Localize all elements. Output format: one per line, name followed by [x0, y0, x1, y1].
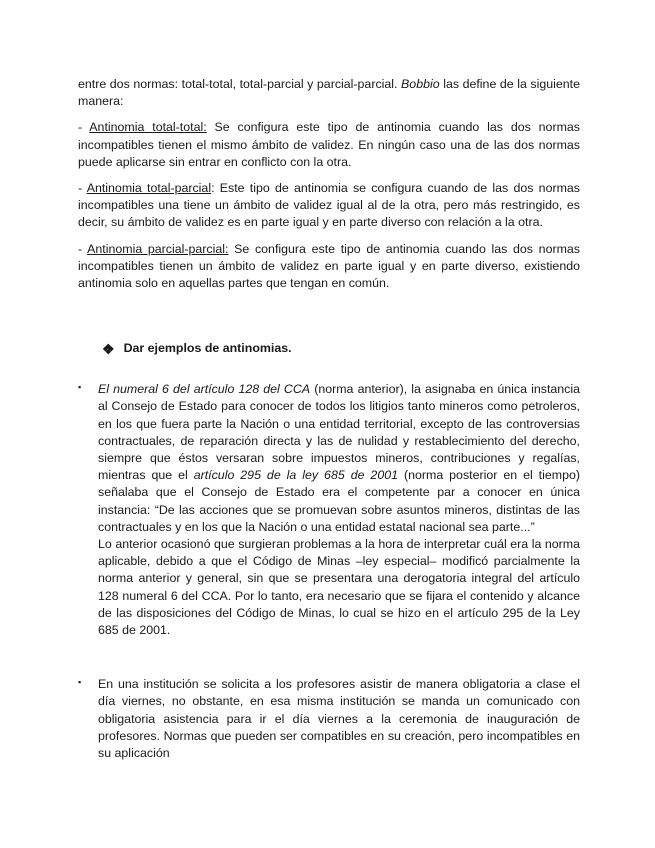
- legal-reference: El numeral 6 del artículo 128 del CCA: [98, 382, 311, 397]
- author-name: Bobbio: [401, 77, 440, 91]
- example-body: [98, 676, 580, 762]
- legal-reference: artículo 295 de la ley 685 de 2001: [193, 468, 398, 483]
- example-item: [78, 676, 580, 762]
- example-paragraph: El numeral 6 del artículo 128 del CCA (norma anterior), la asignaba en única instancia al Consejo de Estado para conocer de todos los litigios tanto mineros como petroleros, en los que fuera parte la Nación o una entidad territorial, excepto de las controversias contractuales, de reparación directa y las de nulidad y restablecimiento del derecho, siempre que éstos versaran sobre impuestos mineros, contribuciones y regalías, mientras que el artículo 295 de la ley 685 de 2001 (norma posterior en el tiempo) señalaba que el Consejo de Estado era el competente par a conocer en única instancia: “De las acciones que se promuevan sobre asuntos mineros, distintas de las contractuales y en los que la Nación o una entidad estatal nacional sea parte...”: [98, 382, 581, 534]
- document-page: [78, 76, 580, 762]
- example-paragraph: Lo anterior ocasionó que surgieran problemas a la hora de interpretar cuál era la norma aplicable, debido a que el Código de Minas –ley especial– modificó parcialmente la norma anterior y general, sin que se presentara una derogatoria integral del artículo 128 numeral 6 del CCA. Por lo tanto, era necesario que se fijara el contenido y alcance de las disposiciones del Código de Minas, lo cual se hizo en el artículo 295 de la Ley 685 de 2001.: [98, 537, 580, 638]
- example-body: [98, 381, 580, 639]
- definition-term: Antinomia parcial-parcial:: [87, 241, 229, 256]
- definition-term: Antinomia total-total:: [89, 120, 207, 135]
- example-paragraph: En una institución se solicita a los profesores asistir de manera obligatoria a clase el día viernes, no obstante, en esa misma institución se manda un comunicado con obligatoria asistencia para ir el día viernes a la ceremonia de inauguración de profesores. Normas que pueden ser compatibles en su creación, pero incompatibles en su aplicación: [98, 677, 580, 761]
- definition-total-parcial: - Antinomia total-parcial: Este tipo de antinomia se configura cuando de las dos normas incompatibles una tiene un ámbito de validez igual al de la otra, pero más restringido, es decir, su ámbito de validez es en parte igual y en parte diverso con relación a la otra.: [78, 181, 581, 230]
- definition-term: Antinomia total-parcial: [86, 181, 212, 196]
- section-heading: [102, 340, 580, 357]
- section-heading-text: Dar ejemplos de antinomias.: [123, 341, 292, 356]
- intro-paragraph: entre dos normas: total-total, total-parcial y parcial-parcial. Bobbio las define de la siguiente manera:: [78, 77, 581, 109]
- definition-parcial-parcial: - Antinomia parcial-parcial: Se configura este tipo de antinomia cuando las dos normas incompatibles tienen un ámbito de validez en parte igual y en parte diverso, existiendo antinomia solo en aquellas partes que tengan en común.: [78, 241, 580, 291]
- square-bullet-icon: ▪: [78, 382, 82, 393]
- square-bullet-icon: ▪: [78, 677, 82, 688]
- definition-total-total: - Antinomia total-total: Se configura este tipo de antinomia cuando las dos normas incompatibles tienen el mismo ámbito de validez. En ningún caso una de las dos normas puede aplicarse sin entrar en conflicto con la otra.: [78, 120, 580, 169]
- example-item: [78, 381, 580, 639]
- diamond-bullet-icon: ❖: [102, 340, 115, 357]
